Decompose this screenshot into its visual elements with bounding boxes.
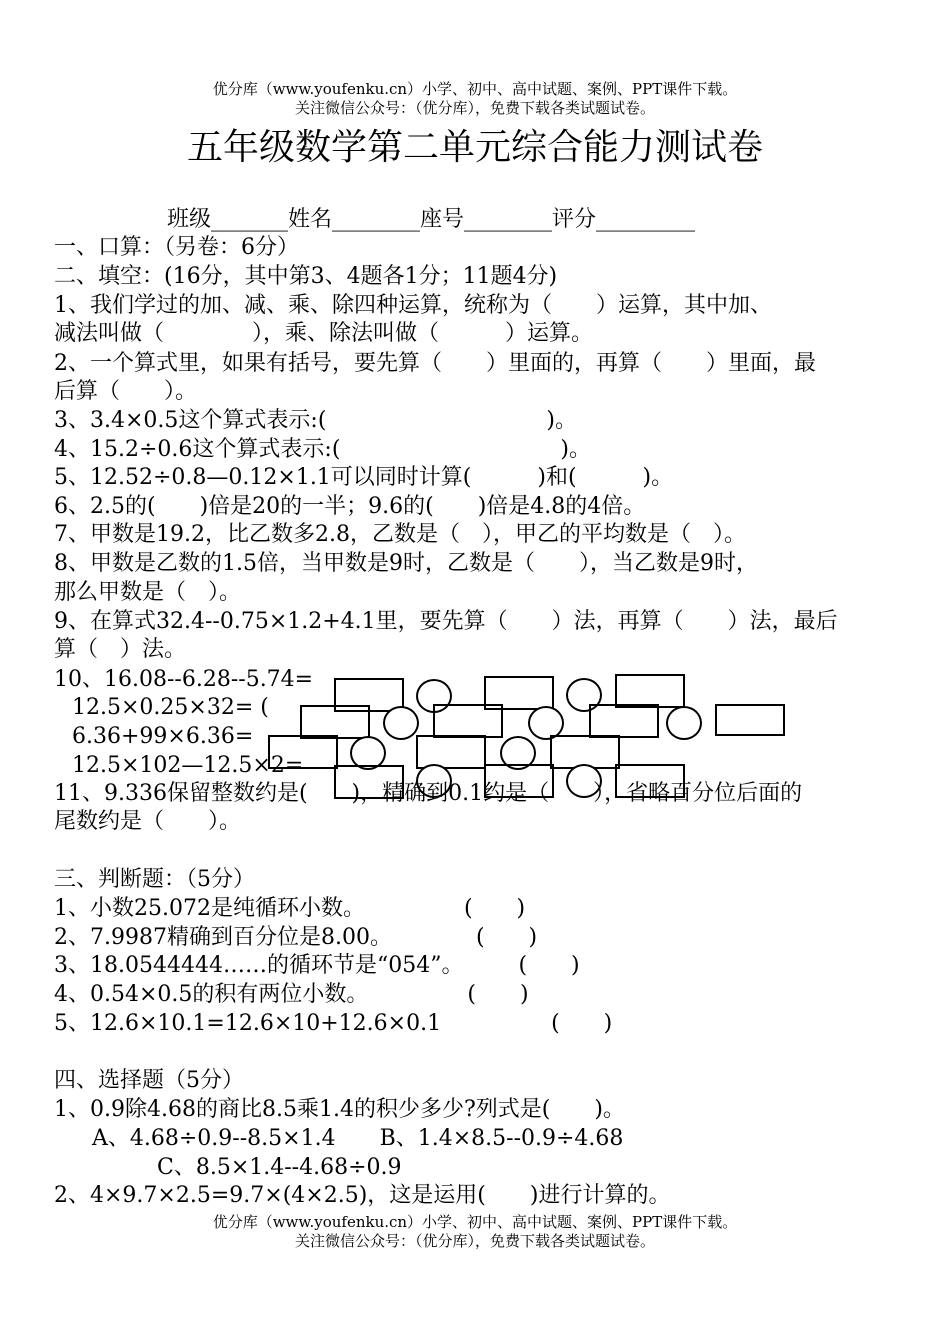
fill-line-10: 8、甲数是乙数的1.5倍，当甲数是9时，乙数是（ ），当乙数是9时， [54, 551, 758, 576]
choice-line-1: 1、0.9除4.68的商比8.5乘1.4的积少多少?列式是( )。 [54, 1097, 625, 1122]
section4-heading: 四、选择题（5分） [54, 1068, 244, 1093]
fill-line-11: 那么甲数是（ ）。 [54, 580, 242, 605]
choice-option-c: C、8.5×1.4--4.68÷0.9 [157, 1155, 402, 1180]
fill-line-6: 4、15.2÷0.6这个算式表示:( )。 [54, 437, 591, 462]
judge-line-2: 2、7.9987精确到百分位是8.00。 ( ) [54, 925, 538, 950]
page-title: 五年级数学第二单元综合能力测试卷 [186, 127, 763, 168]
operator-circle [383, 706, 419, 740]
fill-line-14: 11、9.336保留整数约是( )，精确到0.1约是（ ），省略百分位后面的 [54, 781, 803, 806]
calc-line-2: 12.5×0.25×32= ( [72, 695, 269, 720]
fill-line-13: 算（ ）法。 [54, 637, 187, 662]
fill-line-1: 1、我们学过的加、减、乘、除四种运算，统称为（ ）运算，其中加、 [54, 293, 772, 318]
calc-line-1: 10、16.08--6.28--5.74= [54, 667, 314, 692]
answer-box [268, 735, 338, 769]
fill-line-8: 6、2.5的( )倍是20的一半；9.6的( )倍是4.8的4倍。 [54, 494, 646, 519]
fill-line-2: 减法叫做（ ），乘、除法叫做（ ）运算。 [54, 321, 594, 346]
judge-line-3: 3、18.0544444……的循环节是“054”。 ( ) [54, 953, 580, 978]
judge-line-4: 4、0.54×0.5的积有两位小数。 ( ) [54, 982, 529, 1007]
fill-line-3: 2、一个算式里，如果有括号，要先算（ ）里面的，再算（ ）里面，最 [54, 351, 816, 376]
operator-circle [666, 706, 702, 740]
footer-line-2: 关注微信公众号：（优分库），免费下载各类试题试卷。 [294, 1232, 655, 1250]
choice-line-2: 2、4×9.7×2.5=9.7×(4×2.5)，这是运用( )进行计算的。 [54, 1183, 671, 1208]
section2-heading: 二、填空：(16分，其中第3、4题各1分；11题4分) [54, 264, 558, 289]
fill-line-12: 9、在算式32.4--0.75×1.2+4.1里，要先算（ ）法，再算（ ）法，最后 [54, 609, 838, 634]
fill-line-15: 尾数约是（ ）。 [54, 809, 242, 834]
answer-box [416, 735, 486, 769]
footer-line-1: 优分库（www.youfenku.cn）小学、初中、高中试题、案例、PPT课件下载。 [212, 1213, 738, 1231]
student-info-line: 班级_______姓名________座号________评分_________ [167, 207, 696, 232]
fill-line-9: 7、甲数是19.2，比乙数多2.8，乙数是（ ），甲乙的平均数是（ ）。 [54, 522, 746, 547]
answer-box [589, 704, 659, 738]
answer-box [615, 674, 685, 708]
fill-line-7: 5、12.52÷0.8—0.12×1.1可以同时计算( )和( )。 [54, 465, 674, 490]
section1-heading: 一、口算：（另卷：6分） [54, 235, 299, 260]
fill-line-5: 3、3.4×0.5这个算式表示:( )。 [54, 408, 577, 433]
answer-box [433, 704, 503, 738]
calc-line-3: 6.36+99×6.36= [72, 724, 254, 749]
fill-line-4: 后算（ ）。 [54, 379, 198, 404]
answer-box [715, 704, 785, 736]
calc-line-4: 12.5×102—12.5×2= [72, 753, 304, 778]
judge-line-1: 1、小数25.072是纯循环小数。 ( ) [54, 896, 526, 921]
judge-line-5: 5、12.6×10.1=12.6×10+12.6×0.1 ( ) [54, 1011, 613, 1036]
header-line-2: 关注微信公众号：（优分库），免费下载各类试题试卷。 [294, 99, 655, 117]
choice-options-ab: A、4.68÷0.9--8.5×1.4 B、1.4×8.5--0.9÷4.68 [92, 1126, 624, 1151]
section3-heading: 三、判断题：（5分） [54, 867, 255, 892]
header-line-1: 优分库（www.youfenku.cn）小学、初中、高中试题、案例、PPT课件下载。 [212, 80, 738, 98]
answer-box [300, 705, 370, 739]
